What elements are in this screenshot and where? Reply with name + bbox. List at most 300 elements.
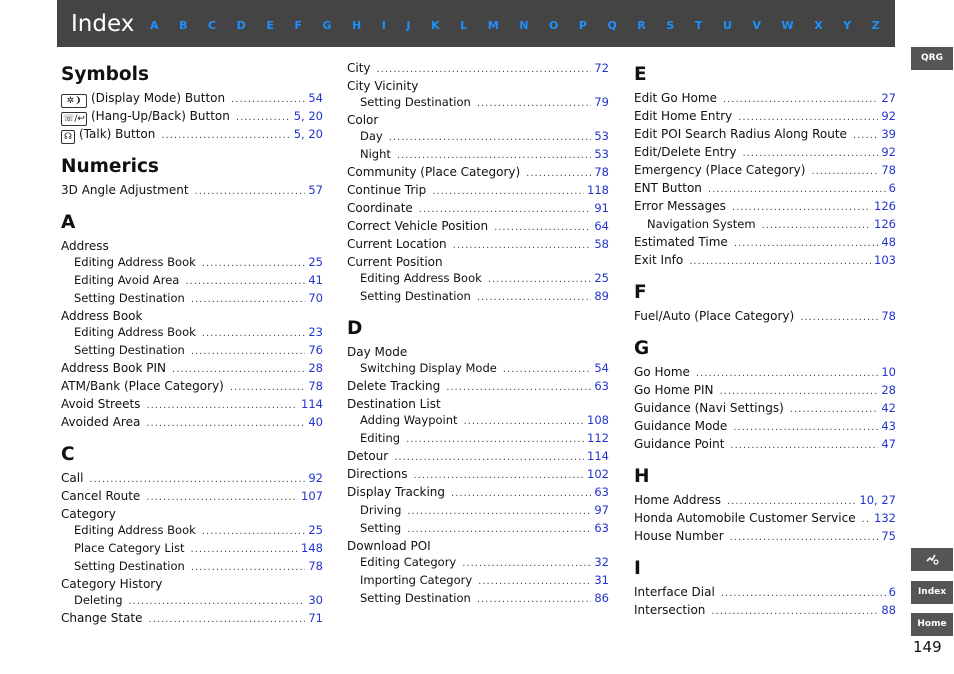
letter-link-h[interactable]: H — [352, 19, 362, 32]
entry-text: Home Address — [634, 493, 722, 507]
entry-label — [634, 90, 717, 106]
page-link[interactable]: 114 — [587, 449, 609, 463]
entry-text: Display Tracking — [347, 485, 446, 499]
entry-text: Emergency (Place Category) — [634, 163, 806, 177]
index-heading-entry: Category — [61, 507, 116, 521]
page-link[interactable]: 92 — [881, 109, 896, 123]
index-entry — [634, 418, 896, 436]
letter-link-d[interactable]: D — [236, 19, 246, 32]
leader-dots — [419, 202, 592, 218]
entry-label — [61, 90, 225, 108]
leader-dots — [721, 586, 886, 602]
entry-text: Driving — [360, 503, 402, 517]
leader-dots — [800, 310, 878, 326]
page-link[interactable]: 114 — [301, 397, 323, 411]
entry-text: Setting Destination — [360, 95, 471, 109]
entry-label — [360, 128, 383, 144]
page-link[interactable]: 102 — [587, 467, 609, 481]
letter-link-z[interactable]: Z — [871, 19, 880, 32]
letter-link-l[interactable]: L — [460, 19, 468, 32]
leader-dots — [708, 182, 886, 198]
leader-dots — [862, 512, 871, 528]
entry-text: Error Messages — [634, 199, 726, 213]
leader-dots — [389, 130, 592, 146]
leader-dots — [191, 344, 306, 360]
index-subentry — [61, 324, 323, 342]
leader-dots — [146, 398, 298, 414]
page-link[interactable]: 25 — [308, 523, 323, 537]
leader-dots — [711, 604, 878, 620]
page-link[interactable]: 92 — [881, 145, 896, 159]
index-entry — [634, 198, 896, 216]
entry-label — [74, 342, 185, 358]
letter-link-r[interactable]: R — [637, 19, 646, 32]
entry-label — [634, 436, 724, 452]
page-link[interactable]: 27 — [881, 91, 896, 105]
page-link[interactable]: 25 — [594, 271, 609, 285]
entry-text: Interface Dial — [634, 585, 715, 599]
entry-text: Intersection — [634, 603, 706, 617]
page-link[interactable]: 78 — [881, 309, 896, 323]
leader-dots — [191, 542, 299, 558]
leader-dots — [202, 256, 306, 272]
index-entry — [61, 90, 323, 108]
entry-text: Setting Destination — [74, 291, 185, 305]
letter-link-u[interactable]: U — [722, 19, 732, 32]
entry-text: ENT Button — [634, 181, 702, 195]
entry-label — [360, 590, 471, 606]
page-link[interactable]: 53 — [594, 147, 609, 161]
leader-dots — [185, 274, 305, 290]
entry-label — [360, 288, 471, 304]
entry-label — [360, 94, 471, 110]
letter-link-e[interactable]: E — [266, 19, 274, 32]
entry-label — [634, 382, 713, 398]
entry-label — [74, 558, 185, 574]
page-link[interactable]: 48 — [881, 235, 896, 249]
index-subentry — [347, 288, 609, 306]
page-link[interactable]: 79 — [594, 95, 609, 109]
index-heading-entry: City Vicinity — [347, 79, 419, 93]
entry-text: (Hang-Up/Back) Button — [91, 109, 230, 123]
page-link[interactable]: 63 — [594, 379, 609, 393]
leader-dots — [727, 494, 856, 510]
entry-label — [634, 602, 705, 618]
page-link[interactable]: 40 — [308, 415, 323, 429]
index-entry — [61, 488, 323, 506]
letter-link-a[interactable]: A — [150, 19, 159, 32]
leader-dots — [407, 504, 591, 520]
index-entry — [634, 528, 896, 546]
entry-text: (Talk) Button — [79, 127, 156, 141]
index-entry — [634, 364, 896, 382]
section-heading: G — [634, 338, 650, 359]
index-subentry — [347, 430, 609, 448]
index-entry — [61, 378, 323, 396]
index-subentry — [347, 590, 609, 608]
index-heading-entry: Address — [61, 239, 109, 253]
leader-dots — [146, 416, 305, 432]
letter-link-k[interactable]: K — [431, 19, 440, 32]
entry-text: Editing Address Book — [74, 325, 196, 339]
page-link[interactable]: 108 — [587, 413, 609, 427]
letter-link-t[interactable]: T — [694, 19, 703, 32]
entry-label — [360, 554, 456, 570]
entry-label — [634, 418, 727, 434]
entry-text: Editing — [360, 431, 401, 445]
page-link[interactable]: 63 — [594, 485, 609, 499]
entry-label — [61, 414, 140, 430]
leader-dots — [432, 184, 584, 200]
section-heading: H — [634, 466, 650, 487]
index-heading-entry: Download POI — [347, 539, 431, 553]
index-entry — [61, 360, 323, 378]
page-link[interactable]: 58 — [594, 237, 609, 251]
leader-dots — [407, 522, 591, 538]
page-link[interactable]: 54 — [594, 361, 609, 375]
index-entry — [347, 218, 609, 236]
index-entry — [61, 470, 323, 488]
page-link[interactable]: 72 — [594, 61, 609, 75]
entry-text: (Display Mode) Button — [91, 91, 226, 105]
leader-dots — [236, 110, 291, 126]
page-link[interactable]: 89 — [594, 289, 609, 303]
page-link[interactable]: 32 — [594, 555, 609, 569]
entry-text: Setting Destination — [360, 289, 471, 303]
index-entry — [61, 182, 323, 200]
entry-label — [647, 216, 756, 232]
entry-label — [634, 162, 805, 178]
page-link[interactable]: 31 — [594, 573, 609, 587]
letter-link-w[interactable]: W — [781, 19, 794, 32]
entry-label — [360, 146, 391, 162]
entry-text: Setting Destination — [74, 343, 185, 357]
index-heading-entry: Day Mode — [347, 345, 408, 359]
voice-command-tab[interactable] — [911, 548, 953, 571]
index-tab[interactable]: Index — [911, 581, 953, 604]
page-link[interactable]: 107 — [301, 489, 323, 503]
entry-text: Edit/Delete Entry — [634, 145, 737, 159]
entry-text: Setting Destination — [360, 591, 471, 605]
leader-dots — [191, 292, 306, 308]
page-link[interactable]: 91 — [594, 201, 609, 215]
entry-label — [634, 144, 736, 160]
letter-link-s[interactable]: S — [666, 19, 675, 32]
index-subentry — [61, 342, 323, 360]
page-link[interactable]: 112 — [587, 431, 609, 445]
entry-text: Continue Trip — [347, 183, 427, 197]
page-link[interactable]: 25 — [308, 255, 323, 269]
index-entry — [634, 382, 896, 400]
entry-label — [360, 572, 472, 588]
entry-text: Edit POI Search Radius Along Route — [634, 127, 847, 141]
entry-text: Editing Address Book — [360, 271, 482, 285]
leader-dots — [191, 560, 306, 576]
index-entry — [347, 484, 609, 502]
entry-label — [347, 378, 440, 394]
entry-label — [347, 200, 413, 216]
leader-dots — [464, 414, 585, 430]
entry-label — [74, 290, 185, 306]
leader-dots — [477, 592, 592, 608]
entry-label — [347, 236, 447, 252]
letter-link-n[interactable]: N — [519, 19, 529, 32]
entry-label — [347, 218, 488, 234]
page-link[interactable]: 70 — [308, 291, 323, 305]
page-link[interactable]: 5, 20 — [293, 109, 323, 123]
entry-text: Day — [360, 129, 383, 143]
entry-text: Editing Category — [360, 555, 457, 569]
page-title: Index — [71, 11, 135, 37]
entry-text: ATM/Bank (Place Category) — [61, 379, 224, 393]
index-heading-entry: Current Position — [347, 255, 443, 269]
entry-label — [347, 164, 520, 180]
entry-text: Coordinate — [347, 201, 413, 215]
page-link[interactable]: 75 — [881, 529, 896, 543]
letter-link-y[interactable]: Y — [843, 19, 852, 32]
letter-link-v[interactable]: V — [752, 19, 761, 32]
leader-dots — [377, 62, 592, 78]
leader-dots — [446, 380, 591, 396]
home-tab[interactable]: Home — [911, 613, 953, 636]
leader-dots — [732, 200, 871, 216]
page-link[interactable]: 41 — [308, 273, 323, 287]
leader-dots — [477, 96, 592, 112]
entry-label — [347, 60, 371, 76]
letter-link-p[interactable]: P — [578, 19, 587, 32]
leader-dots — [689, 254, 871, 270]
page-link[interactable]: 132 — [874, 511, 896, 525]
entry-label — [61, 470, 83, 486]
page-link[interactable]: 103 — [874, 253, 896, 267]
page-link[interactable]: 57 — [308, 183, 323, 197]
entry-text: Delete Tracking — [347, 379, 441, 393]
index-column-3 — [634, 60, 896, 620]
index-entry — [634, 108, 896, 126]
index-subentry — [347, 502, 609, 520]
letter-link-f[interactable]: F — [294, 19, 302, 32]
index-subentry — [61, 290, 323, 308]
entry-label — [360, 412, 458, 428]
entry-text: Importing Category — [360, 573, 473, 587]
entry-label — [347, 484, 445, 500]
section-heading: C — [61, 444, 75, 465]
entry-label — [360, 520, 401, 536]
page-link[interactable]: 64 — [594, 219, 609, 233]
index-subentry — [347, 554, 609, 572]
page-link[interactable]: 78 — [881, 163, 896, 177]
leader-dots — [853, 128, 878, 144]
page-link[interactable]: 6 — [888, 181, 896, 195]
entry-label — [360, 270, 482, 286]
section-heading: D — [347, 318, 363, 339]
letter-link-b[interactable]: B — [179, 19, 188, 32]
leader-dots — [811, 164, 878, 180]
entry-text: Adding Waypoint — [360, 413, 458, 427]
leader-dots — [202, 326, 306, 342]
page-link[interactable]: 47 — [881, 437, 896, 451]
leader-dots — [462, 556, 591, 572]
leader-dots — [730, 438, 878, 454]
index-entry — [347, 236, 609, 254]
page-link[interactable]: 88 — [881, 603, 896, 617]
index-heading-entry: Address Book — [61, 309, 143, 323]
page-link[interactable]: 78 — [308, 379, 323, 393]
entry-label — [634, 528, 724, 544]
entry-text: Directions — [347, 467, 408, 481]
page-link[interactable]: 42 — [881, 401, 896, 415]
entry-text: City — [347, 61, 371, 75]
entry-label — [634, 492, 721, 508]
page-link[interactable]: 54 — [308, 91, 323, 105]
leader-dots — [742, 146, 878, 162]
entry-text: Address Book PIN — [61, 361, 167, 375]
letter-link-o[interactable]: O — [548, 19, 559, 32]
page-link[interactable]: 118 — [587, 183, 609, 197]
entry-text: Guidance Mode — [634, 419, 728, 433]
entry-label — [74, 254, 196, 270]
page-link[interactable]: 126 — [874, 217, 896, 231]
page-link[interactable]: 71 — [308, 611, 323, 625]
entry-text: Call — [61, 471, 84, 485]
page-link[interactable]: 92 — [308, 471, 323, 485]
entry-label — [74, 540, 185, 556]
leader-dots — [734, 236, 879, 252]
letter-link-j[interactable]: J — [406, 19, 411, 32]
index-subentry — [347, 360, 609, 378]
entry-text: Navigation System — [647, 217, 756, 231]
letter-link-x[interactable]: X — [814, 19, 823, 32]
page-link[interactable]: 78 — [308, 559, 323, 573]
page-link[interactable]: 10 — [881, 365, 896, 379]
entry-label — [634, 400, 784, 416]
index-column-1 — [61, 60, 323, 628]
leader-dots — [394, 450, 584, 466]
entry-text: Community (Place Category) — [347, 165, 521, 179]
leader-dots — [453, 238, 592, 254]
index-entry — [634, 602, 896, 620]
page-link[interactable]: 63 — [594, 521, 609, 535]
index-subentry — [347, 128, 609, 146]
leader-dots — [195, 184, 306, 200]
entry-label — [74, 272, 179, 288]
entry-text: Cancel Route — [61, 489, 141, 503]
voice-command-icon — [924, 551, 940, 567]
index-entry — [634, 400, 896, 418]
page-number: 149 — [913, 638, 942, 656]
page-link[interactable]: 148 — [301, 541, 323, 555]
section-heading: Symbols — [61, 64, 149, 85]
index-entry — [634, 180, 896, 198]
entry-label — [347, 466, 407, 482]
leader-dots — [89, 472, 305, 488]
page-link[interactable]: 76 — [308, 343, 323, 357]
leader-dots — [696, 366, 878, 382]
page-link[interactable]: 28 — [308, 361, 323, 375]
leader-dots — [494, 220, 591, 236]
entry-text: Setting Destination — [74, 559, 185, 573]
entry-text: Editing Avoid Area — [74, 273, 180, 287]
section-heading: F — [634, 282, 647, 303]
index-entry — [634, 234, 896, 252]
leader-dots — [406, 432, 584, 448]
index-entry — [61, 108, 323, 126]
section-heading: I — [634, 558, 641, 579]
index-subentry — [634, 216, 896, 234]
page-link[interactable]: 43 — [881, 419, 896, 433]
entry-label — [634, 364, 690, 380]
hang-up-back-icon: ☏/↩ — [61, 112, 87, 126]
index-entry — [634, 162, 896, 180]
page-link[interactable]: 6 — [888, 585, 896, 599]
index-entry — [634, 584, 896, 602]
index-entry — [347, 466, 609, 484]
page-link[interactable]: 23 — [308, 325, 323, 339]
letter-link-q[interactable]: Q — [607, 19, 617, 32]
leader-dots — [397, 148, 591, 164]
entry-text: Edit Go Home — [634, 91, 717, 105]
qrg-tab[interactable]: QRG — [911, 47, 953, 70]
leader-dots — [230, 380, 306, 396]
index-entry — [634, 90, 896, 108]
entry-text: Edit Home Entry — [634, 109, 733, 123]
index-subentry — [61, 522, 323, 540]
entry-text: Deleting — [74, 593, 123, 607]
letter-link-i[interactable]: I — [381, 19, 386, 32]
entry-text: Detour — [347, 449, 389, 463]
letter-link-g[interactable]: G — [322, 19, 332, 32]
letter-link-m[interactable]: M — [487, 19, 499, 32]
entry-label — [634, 126, 847, 142]
index-entry — [634, 308, 896, 326]
page-link[interactable]: 78 — [594, 165, 609, 179]
index-entry — [634, 252, 896, 270]
entry-text: Correct Vehicle Position — [347, 219, 489, 233]
page-link[interactable]: 5, 20 — [293, 127, 323, 141]
entry-text: Avoid Streets — [61, 397, 141, 411]
entry-label — [74, 522, 196, 538]
page-link[interactable]: 86 — [594, 591, 609, 605]
leader-dots — [477, 290, 592, 306]
leader-dots — [231, 92, 305, 108]
page-link[interactable]: 30 — [308, 593, 323, 607]
leader-dots — [129, 594, 306, 610]
index-subentry — [347, 520, 609, 538]
page-link[interactable]: 39 — [881, 127, 896, 141]
page-link[interactable]: 97 — [594, 503, 609, 517]
index-entry — [634, 144, 896, 162]
page-link[interactable]: 28 — [881, 383, 896, 397]
leader-dots — [730, 530, 879, 546]
entry-label — [61, 108, 230, 126]
leader-dots — [146, 490, 298, 506]
index-entry — [347, 182, 609, 200]
entry-label — [360, 502, 401, 518]
section-heading: E — [634, 64, 647, 85]
page-link[interactable]: 53 — [594, 129, 609, 143]
leader-dots — [762, 218, 871, 234]
leader-dots — [202, 524, 306, 540]
entry-text: Editing Address Book — [74, 523, 196, 537]
page-link[interactable]: 10, 27 — [859, 493, 896, 507]
entry-label — [634, 198, 726, 214]
leader-dots — [451, 486, 591, 502]
entry-text: Current Location — [347, 237, 447, 251]
letter-link-c[interactable]: C — [208, 19, 217, 32]
page-link[interactable]: 126 — [874, 199, 896, 213]
entry-label — [61, 182, 189, 198]
entry-label — [347, 448, 388, 464]
